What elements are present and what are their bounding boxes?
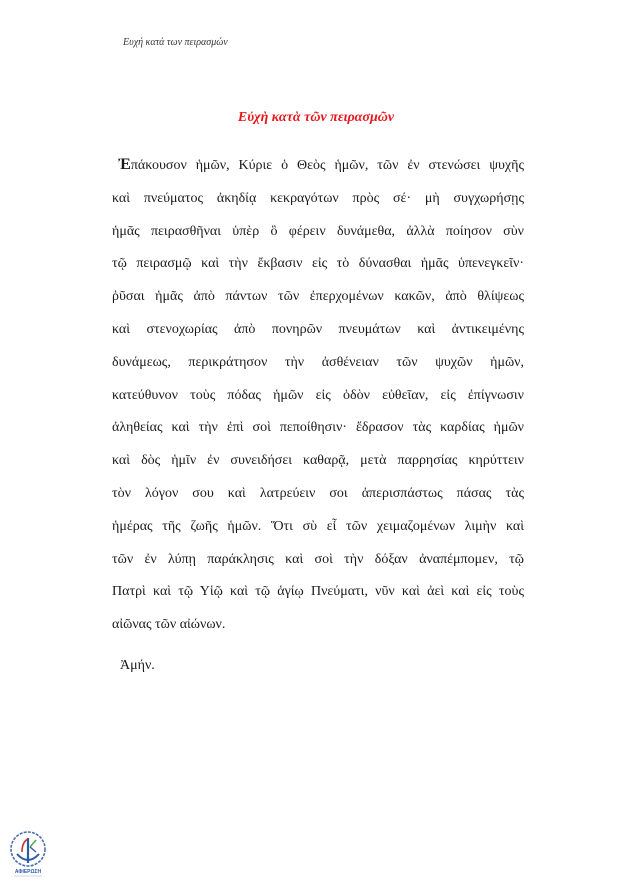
prayer-line: κατεύθυνον τοὺς πόδας ἡμῶν εἰς ὁδὸν εὐθεῖαν, εἰς ἐπίγνωσιν: [112, 387, 524, 403]
prayer-content: [112, 149, 524, 682]
prayer-line: τῷ πειρασμῷ καὶ τὴν ἔκβασιν εἰς τὸ δύνασθαι ἡμᾶς ὑπενεγκεῖν·: [112, 256, 524, 272]
prayer-line: καὶ δὸς ἡμῖν ἐν συνειδήσει καθαρᾷ, μετὰ παρρησίας κηρύττειν: [112, 453, 524, 469]
prayer-line: δυνάμεως, περικράτησον τὴν ἀσθένειαν τῶν ψυχῶν ἡμῶν,: [112, 354, 524, 370]
prayer-line: [112, 149, 524, 183]
drop-initial: Ἐ: [118, 156, 131, 173]
prayer-line: τὸν λόγον σου καὶ λατρεύειν σοι ἀπερισπάστως πάσας τὰς: [112, 485, 524, 501]
prayer-line: Πατρὶ καὶ τῷ Υἱῷ καὶ τῷ ἁγίῳ Πνεύματι, νῦν καὶ ἀεὶ καὶ εἰς τοὺς: [112, 584, 524, 600]
prayer-line: ἀληθείας καὶ τὴν ἐπὶ σοὶ πεποίθησιν· ἔδρασον τὰς καρδίας ἡμῶν: [112, 420, 524, 436]
publisher-logo: [8, 830, 48, 878]
logo-green-stroke: [30, 840, 36, 847]
prayer-line: ῥῦσαι ἡμᾶς ἀπὸ πάντων τῶν ἐπερχομένων κακῶν, ἀπὸ θλίψεως: [112, 289, 524, 305]
logo-label: ΑΦΙΕΡΩΣΗ: [14, 869, 42, 875]
prayer-line-text: πάκουσον ἡμῶν, Κύριε ὁ Θεὸς ἡμῶν, τῶν ἐν στενώσει ψυχῆς: [130, 158, 524, 173]
logo-anchor-icon: [8, 830, 48, 878]
logo-blue-stroke: [30, 847, 36, 852]
prayer-line: καὶ πνεύματος ἀκηδίᾳ κεκραγότων πρὸς σέ· μὴ συγχωρήσῃς: [112, 190, 524, 206]
amen: Ἀμήν.: [120, 657, 155, 673]
prayer-title: Εὐχὴ κατὰ τῶν πειρασμῶν: [237, 110, 395, 125]
prayer-line: καὶ στενοχωρίας ἀπὸ πονηρῶν πνευμάτων καὶ ἀντικειμένης: [112, 321, 524, 337]
prayer-line: ἡμᾶς πειρασθῆναι ὑπὲρ ὃ φέρειν δυνάμεθα, ἀλλὰ ποίησον σὺν: [112, 223, 524, 239]
prayer-line: ἡμέρας τῆς ζωῆς ἡμῶν. Ὅτι σὺ εἶ τῶν χειμαζομένων λιμὴν καὶ: [112, 518, 524, 534]
prayer-body: [112, 149, 524, 642]
running-header: Ευχή κατά των πειρασμών: [123, 37, 228, 48]
prayer-line: αἰῶνας τῶν αἰώνων.: [112, 617, 226, 633]
prayer-line: τῶν ἐν λύπῃ παράκλησις καὶ σοὶ τὴν δόξαν ἀναπέμπομεν, τῷ: [112, 551, 524, 567]
